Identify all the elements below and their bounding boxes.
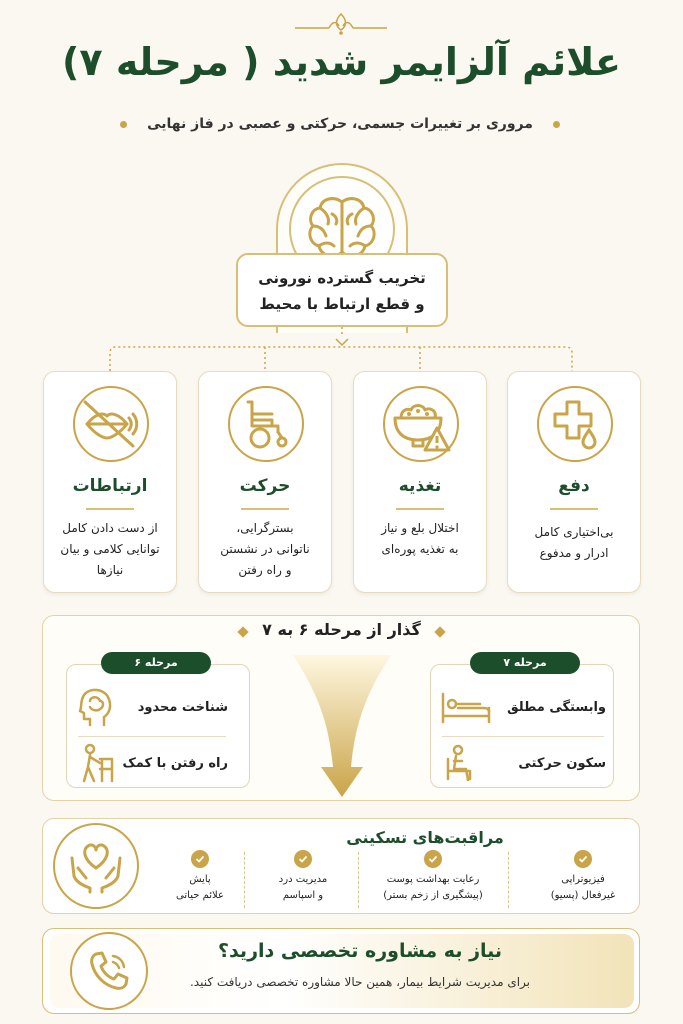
card-title: ارتباطات: [72, 476, 148, 496]
stage6-item-text: راه رفتن با کمک: [122, 755, 228, 771]
care-item-line1: رعایت بهداشت پوست: [386, 874, 480, 885]
card-divider: [396, 508, 444, 510]
seated-person-icon: [440, 743, 480, 783]
subtitle-row: [120, 113, 560, 135]
care-item-line1: مدیریت درد: [278, 874, 328, 885]
care-separator: [508, 852, 509, 908]
check-icon: [294, 850, 312, 868]
card-description: بی‌اختیاری کامل ادرار و مدفوع: [534, 525, 614, 560]
check-icon: [424, 850, 442, 868]
card-title: حرکت: [239, 476, 291, 496]
head-brain-icon: [76, 687, 114, 727]
stage6-item-text: شناخت محدود: [137, 699, 228, 715]
check-icon: [191, 850, 209, 868]
card-icon-circle: [537, 386, 613, 462]
card-icon-circle: [383, 386, 459, 462]
care-separator: [244, 852, 245, 908]
card-divider: [241, 508, 289, 510]
core-line-2: و قطع ارتباط با محیط: [259, 295, 425, 313]
consult-subtitle: برای مدیریت شرایط بیمار، همین حالا مشاوره تخصصی دریافت کنید.: [189, 975, 531, 989]
no-speech-lips-icon: [81, 396, 141, 452]
symptom-card-nutrition: [353, 371, 487, 593]
funnel-arrow-icon: [293, 655, 391, 801]
care-item-line2: علائم حیاتی: [176, 890, 224, 901]
card-description: بسترگرایی، ناتوانی در نشستن و راه رفتن: [220, 521, 310, 577]
core-line-1: تخریب گسترده نورونی: [258, 269, 426, 287]
care-item-line1: پایش: [189, 874, 211, 885]
bullet-dot-icon: [120, 121, 127, 128]
care-item: [368, 850, 498, 904]
bed-patient-icon: [440, 690, 492, 724]
card-divider: [86, 508, 134, 510]
heart-hands-icon: [66, 838, 126, 894]
care-item: [538, 850, 628, 904]
phone-button[interactable]: [70, 932, 148, 1010]
care-item: [160, 850, 240, 904]
care-item-line2: (پیشگیری از زخم بستر): [383, 890, 483, 901]
page-subtitle: مروری بر تغییرات جسمی، حرکتی و عصبی در فاز نهایی: [147, 116, 533, 132]
wheelchair-icon: [238, 396, 294, 452]
card-divider: [550, 508, 598, 510]
card-title: دفع: [558, 476, 590, 496]
phone-icon: [86, 948, 132, 994]
bowl-warning-icon: [391, 396, 451, 452]
care-separator: [358, 852, 359, 908]
card-description: اختلال بلع و نیاز به تغذیه پوره‌ای: [381, 521, 459, 556]
walker-person-icon: [76, 743, 116, 783]
top-ornament-icon: [291, 10, 391, 36]
stage7-badge: مرحله ۷: [470, 652, 580, 674]
symptom-card-mobility: [198, 371, 332, 593]
stage6-item: [76, 736, 228, 790]
bullet-dot-icon: [553, 121, 560, 128]
care-item: [258, 850, 348, 904]
stage7-item-text: وابستگی مطلق: [507, 699, 606, 715]
care-item-line2: و اسپاسم: [282, 890, 324, 901]
page-title: علائم آلزایمر شدید ( مرحله ۷): [62, 40, 621, 84]
care-item-line1: فیزیوتراپی: [561, 874, 605, 885]
symptom-card-communication: [43, 371, 177, 593]
medical-cross-drop-icon: [547, 396, 603, 452]
card-title: تغذیه: [398, 476, 442, 496]
core-statement-box: [236, 253, 448, 327]
card-icon-circle: [228, 386, 304, 462]
card-description: از دست دادن کامل توانایی کلامی و بیان نیازها: [60, 521, 160, 577]
stage6-item: [76, 680, 228, 734]
check-icon: [574, 850, 592, 868]
stage7-item: [440, 736, 606, 790]
stage7-item: [440, 680, 606, 734]
care-title: مراقبت‌های تسکینی: [346, 828, 504, 847]
dotted-connector: [0, 325, 683, 375]
card-icon-circle: [73, 386, 149, 462]
symptom-card-excretion: [507, 371, 641, 593]
care-icon-circle: [53, 823, 139, 909]
stage6-badge: مرحله ۶: [101, 652, 211, 674]
stage7-item-text: سکون حرکتی: [518, 755, 606, 771]
consult-title: نیاز به مشاوره تخصصی دارید؟: [217, 940, 503, 962]
transition-title: گذار از مرحله ۶ به ۷: [262, 620, 421, 639]
care-item-line2: غیرفعال (پسیو): [550, 890, 616, 901]
